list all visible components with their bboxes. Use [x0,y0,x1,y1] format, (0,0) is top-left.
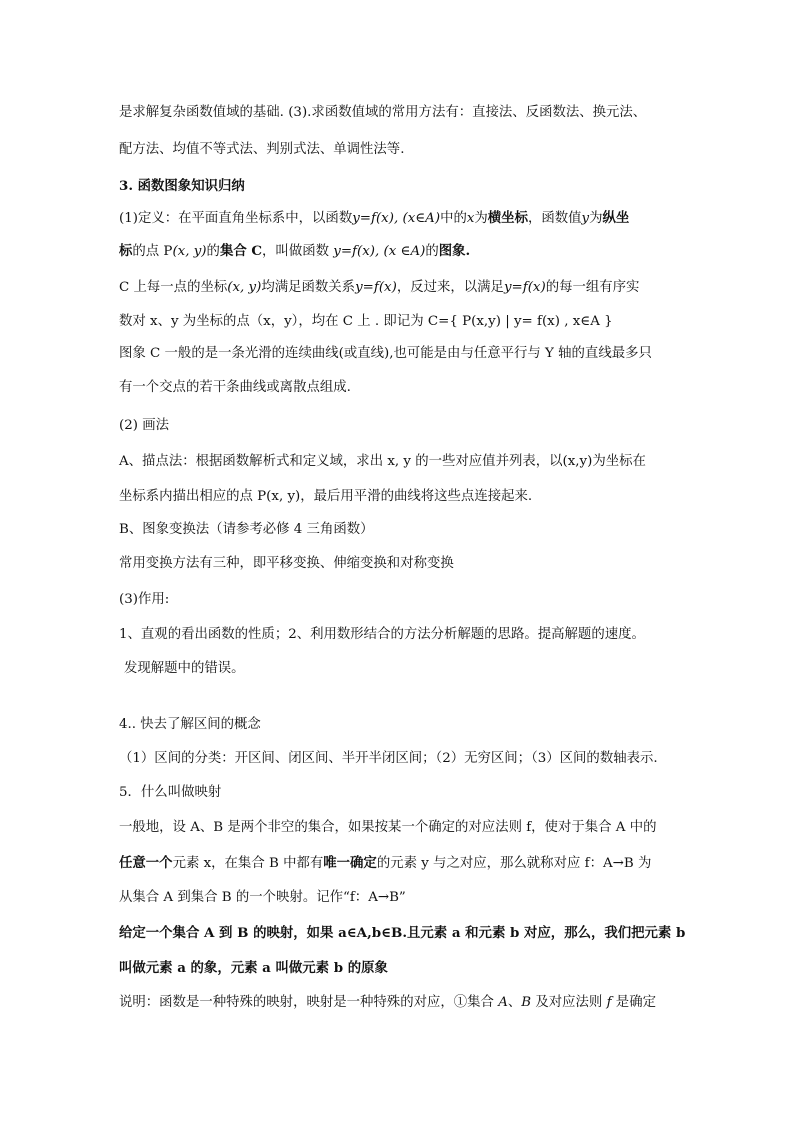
text-line: 坐标系内描出相应的点 P(x, y)，最后用平滑的曲线将这些点连接起来. [119,489,533,504]
text-span: 的 [425,244,439,259]
text-line: 1、直观的看出函数的性质；2、利用数形结合的方法分析解题的思路。提高解题的速度。 [119,627,645,642]
subheading: (3)作用: [119,592,170,607]
text-line: 是求解复杂函数值域的基础. (3).求函数值域的常用方法有：直接法、反函数法、换元法、 [119,105,647,120]
text-line: A、描点法：根据函数解析式和定义域，求出 x, y 的一些对应值并列表，以(x,y)为坐标在 [119,454,646,469]
text-line: 配方法、均值不等式法、判别式法、单调性法等. [119,142,405,157]
text-line: 有一个交点的若干条曲线或离散点组成. [119,380,351,395]
text-span: 均满足函数关系 [261,280,356,295]
text-line [119,853,679,874]
text-span: 的元素 y 与之对应，那么就称对应 f：A→B 为 [376,856,652,871]
section-heading: 3. 函数图象知识归纳 [119,178,245,194]
math-span: y=f(x), (x∈A) [352,211,441,226]
emphasis-span: 图象 [438,243,466,259]
section-heading: 5．什么叫做映射 [119,785,222,800]
text-line: 一般地，设 A、B 是两个非空的集合，如果按某一个确定的对应法则 f，使对于集合 A 中的 [119,820,657,835]
math-span: (x, y) [172,244,207,259]
math-span: y=f(x) [355,280,397,295]
text-span: 的点 P [132,244,173,259]
text-line: 从集合 A 到集合 B 的一个映射。记作“f：A→B” [119,890,406,905]
emphasis-span: 纵坐 [602,210,630,226]
emphasis-span: 横坐标 [487,210,528,226]
text-line: 图象 C 一般的是一条光滑的连续曲线(或直线),也可能是由与任意平行与 Y 轴的直线最多只 [119,346,652,361]
text-span: 说明：函数是一种特殊的映射，映射是一种特殊的对应，①集合 [119,995,499,1010]
math-span: B [521,995,532,1010]
emphasis-span: 任意一个 [119,855,173,871]
text-line-bold: 叫做元素 a 的象，元素 a 叫做元素 b 的原象 [119,960,388,976]
emphasis-span: 标 [119,243,133,259]
text-span: ，叫做函数 [262,244,334,259]
emphasis-span: 唯一确定 [323,855,377,871]
text-line [119,278,679,298]
text-span: 为 [589,211,603,226]
text-line: 数对 x、y 为坐标的点（x，y），均在 C 上 . 即记为 C={ P(x,y) | y= f(x) , x∈A } [119,314,613,329]
text-span: . [465,243,471,259]
subheading: (2) 画法 [119,418,170,433]
text-line: （1）区间的分类：开区间、闭区间、半开半闭区间；（2）无穷区间；（3）区间的数轴表示. [119,751,658,766]
text-span: 为 [474,211,488,226]
text-span: 的每一组有序实 [545,280,640,295]
text-span: 及对应法则 [531,995,607,1010]
text-span: 元素 x，在集合 B 中都有 [172,856,324,871]
text-span: 的 [206,244,220,259]
math-span: f [606,995,612,1010]
math-span: y=f(x) [503,280,546,295]
text-span: 是确定 [611,995,656,1010]
text-span: C 上每一点的坐标 [119,280,228,295]
text-line [119,241,679,262]
math-span: y [581,211,590,226]
text-span: ，函数值 [527,211,582,226]
text-line: 发现解题中的错误。 [124,661,245,676]
text-line [119,993,679,1013]
text-line: 常用变换方法有三种，即平移变换、伸缩变换和对称变换 [119,556,454,571]
section-heading: 4.. 快去了解区间的概念 [119,717,261,732]
text-span: ，反过来，以满足 [396,280,504,295]
text-line: B、图象变换法（请参考必修 4 三角函数） [119,522,374,537]
math-span: x [466,211,475,226]
text-line-bold: 给定一个集合 A 到 B 的映射，如果 a∈A,b∈B.且元素 a 和元素 b 对应，那么，我们把元素 b [119,925,686,941]
math-span: A [498,995,508,1010]
emphasis-span: 集合 C [219,243,263,259]
math-span: (x, y) [227,280,262,295]
text-span: (1)定义：在平面直角坐标系中，以函数 [119,211,353,226]
math-span: y=f(x), (x ∈A) [333,244,426,259]
text-line [119,208,679,229]
text-span: 中的 [440,211,467,226]
text-span: 、 [507,995,522,1010]
